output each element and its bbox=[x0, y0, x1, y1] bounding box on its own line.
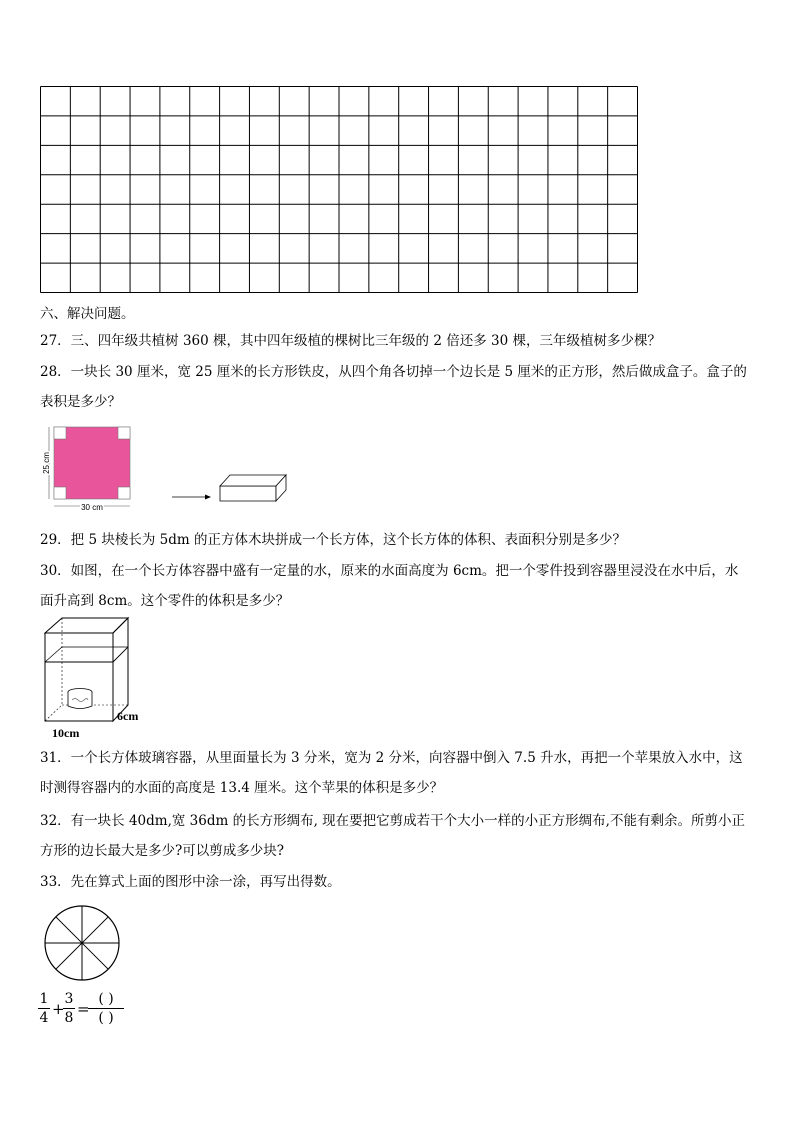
width-label: 30 cm bbox=[81, 503, 103, 512]
q28-sheet-figure bbox=[40, 423, 140, 515]
question-27: 27．三、四年级共植树 360 棵，其中四年级植的棵树比三年级的 2 倍还多 30 棵，三年级植树多少棵？ bbox=[40, 333, 661, 349]
fraction-2-denominator: 8 bbox=[64, 1010, 74, 1026]
q33-expression bbox=[38, 988, 138, 1034]
question-32-line1: 32．有一块长 40dm,宽 36dm 的长方形绸布, 现在要把它剪成若干个大小一样的小正方形绸布,不能有剩余。所剪小正 bbox=[40, 813, 745, 829]
answer-grid bbox=[40, 86, 638, 293]
water-line-side bbox=[113, 647, 128, 662]
question-28-line2: 表积是多少？ bbox=[40, 394, 121, 410]
water-line-left bbox=[45, 647, 62, 662]
plus-sign: + bbox=[52, 1000, 65, 1018]
question-31-line1: 31．一个长方体玻璃容器，从里面量长为 3 分米，宽为 2 分米，向容器中倒入 7.5 升水，再把一个苹果放入水中，这 bbox=[40, 750, 743, 766]
part-body bbox=[68, 692, 92, 709]
corner-square-tl bbox=[54, 427, 66, 439]
question-31-line2: 时测得容器内的水面的高度是 13.4 厘米。这个苹果的体积是多少？ bbox=[40, 780, 444, 796]
question-28-line1: 28．一块长 30 厘米，宽 25 厘米的长方形铁皮，从四个角各切掉一个边长是 5 厘米的正方形，然后做成盒子。盒子的 bbox=[40, 364, 747, 380]
q28-box-figure bbox=[170, 468, 292, 504]
corner-square-bl bbox=[54, 487, 66, 499]
question-32-line2: 方形的边长最大是多少?可以剪成多少块? bbox=[40, 843, 284, 859]
container-side bbox=[113, 618, 128, 721]
fraction-2-numerator: 3 bbox=[64, 991, 74, 1007]
section-heading: 六、解决问题。 bbox=[40, 306, 135, 322]
fraction-1-4 bbox=[38, 990, 50, 1027]
answer-grid-lines bbox=[40, 86, 638, 293]
answer-numerator-blank[interactable]: ( ) bbox=[98, 991, 114, 1007]
corner-square-br bbox=[118, 487, 130, 499]
fraction-3-8 bbox=[63, 990, 75, 1027]
question-33: 33．先在算式上面的图形中涂一涂，再写出得数。 bbox=[40, 874, 341, 890]
question-30-line2: 面升高到 8cm。这个零件的体积是多少？ bbox=[40, 593, 290, 609]
bottom-length-label: 10cm bbox=[52, 726, 80, 740]
box-top bbox=[220, 475, 286, 486]
box-front bbox=[220, 486, 276, 501]
hidden-edge-diagonal bbox=[45, 705, 62, 721]
arrow-head bbox=[205, 495, 211, 500]
corner-square-tr bbox=[118, 427, 130, 439]
fraction-1-numerator: 1 bbox=[39, 991, 49, 1007]
height-label: 25 cm bbox=[42, 452, 51, 474]
equals-sign: = bbox=[77, 1000, 90, 1018]
answer-fraction[interactable] bbox=[88, 990, 124, 1027]
q30-container-figure bbox=[40, 614, 150, 740]
question-29: 29．把 5 块棱长为 5dm 的正方体木块拼成一个长方体，这个长方体的体积、表面积分别是多少？ bbox=[40, 532, 626, 548]
question-30-line1: 30．如图，在一个长方体容器中盛有一定量的水，原来的水面高度为 6cm。把一个零件投到容器里浸没在水中后，水 bbox=[40, 563, 739, 579]
q33-circle-figure[interactable] bbox=[40, 902, 124, 984]
fraction-1-denominator: 4 bbox=[39, 1010, 49, 1026]
side-width-label: 6cm bbox=[117, 709, 139, 723]
answer-denominator-blank[interactable]: ( ) bbox=[98, 1010, 114, 1026]
